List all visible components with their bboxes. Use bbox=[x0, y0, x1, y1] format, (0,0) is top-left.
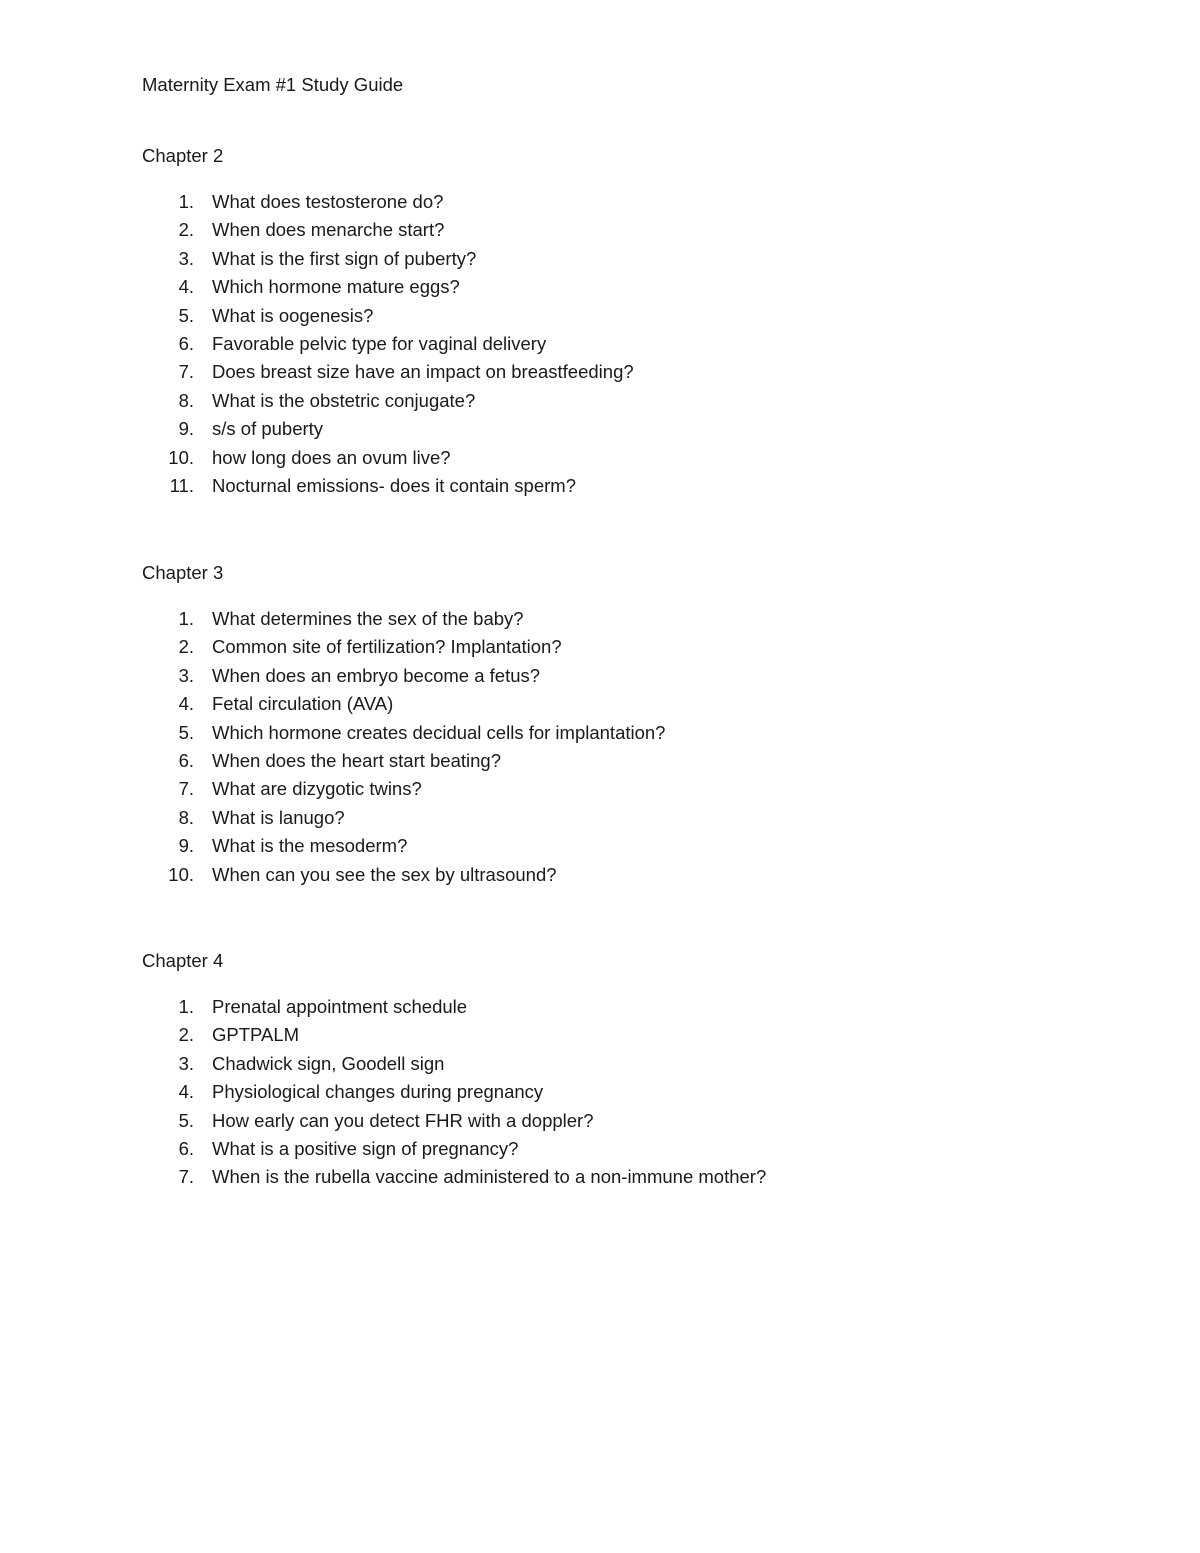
question-text: Which hormone mature eggs? bbox=[212, 276, 460, 298]
question-item bbox=[142, 216, 1042, 244]
question-number: 11. bbox=[169, 474, 194, 496]
question-text: s/s of puberty bbox=[212, 418, 324, 440]
chapter-heading: Chapter 3 bbox=[142, 562, 224, 583]
question-text: When can you see the sex by ultrasound? bbox=[212, 863, 557, 885]
document-title: Maternity Exam #1 Study Guide bbox=[142, 74, 404, 95]
chapter-section bbox=[142, 949, 1042, 1192]
question-number: 9. bbox=[178, 835, 194, 857]
question-item bbox=[142, 690, 1042, 718]
chapter-heading: Chapter 2 bbox=[142, 145, 224, 166]
question-number: 5. bbox=[178, 304, 194, 326]
question-text: how long does an ovum live? bbox=[212, 446, 451, 468]
question-text: Chadwick sign, Goodell sign bbox=[212, 1052, 445, 1074]
question-text: What is the mesoderm? bbox=[212, 835, 408, 857]
question-item bbox=[142, 1163, 1042, 1191]
question-text: What determines the sex of the baby? bbox=[212, 608, 524, 629]
question-number: 5. bbox=[178, 721, 194, 743]
question-number: 9. bbox=[178, 418, 194, 440]
question-text: What is the first sign of puberty? bbox=[212, 247, 477, 269]
question-number: 3. bbox=[178, 1052, 194, 1074]
question-number: 8. bbox=[178, 389, 194, 411]
question-number: 4. bbox=[178, 1081, 194, 1103]
question-number: 6. bbox=[178, 332, 194, 354]
question-number: 1. bbox=[178, 996, 194, 1017]
question-list bbox=[142, 605, 1042, 889]
question-text: What does testosterone do? bbox=[212, 191, 444, 212]
question-text: When does the heart start beating? bbox=[212, 749, 501, 771]
question-text: What are dizygotic twins? bbox=[212, 778, 422, 800]
question-item bbox=[142, 1078, 1042, 1106]
question-item bbox=[142, 633, 1042, 661]
question-item bbox=[142, 1021, 1042, 1049]
question-number: 4. bbox=[178, 693, 194, 715]
question-item bbox=[142, 330, 1042, 358]
chapter-section bbox=[142, 144, 1042, 500]
question-item bbox=[142, 804, 1042, 832]
question-text: How early can you detect FHR with a doppler? bbox=[212, 1109, 594, 1131]
question-number: 1. bbox=[178, 191, 194, 212]
question-item bbox=[142, 1050, 1042, 1078]
question-list bbox=[142, 188, 1042, 500]
question-number: 10. bbox=[168, 446, 194, 468]
question-text: When is the rubella vaccine administered to a non-immune mother? bbox=[212, 1166, 767, 1188]
chapter-section bbox=[142, 561, 1042, 889]
question-item bbox=[142, 444, 1042, 472]
chapter-heading: Chapter 4 bbox=[142, 950, 224, 971]
question-number: 4. bbox=[178, 276, 194, 298]
question-item bbox=[142, 1135, 1042, 1163]
question-text: Fetal circulation (AVA) bbox=[212, 693, 394, 715]
question-number: 2. bbox=[178, 219, 194, 241]
question-number: 6. bbox=[178, 749, 194, 771]
question-item bbox=[142, 358, 1042, 386]
question-number: 2. bbox=[178, 1024, 194, 1046]
question-text: Common site of fertilization? Implantation? bbox=[212, 636, 562, 658]
question-number: 7. bbox=[178, 361, 194, 383]
question-item bbox=[142, 775, 1042, 803]
question-item bbox=[142, 747, 1042, 775]
question-number: 1. bbox=[178, 608, 194, 629]
question-text: Prenatal appointment schedule bbox=[212, 996, 468, 1017]
question-text: Favorable pelvic type for vaginal delivery bbox=[212, 332, 547, 354]
question-item bbox=[142, 472, 1042, 500]
question-number: 8. bbox=[178, 806, 194, 828]
question-text: What is lanugo? bbox=[212, 806, 345, 828]
question-item bbox=[142, 832, 1042, 860]
question-item bbox=[142, 719, 1042, 747]
question-item bbox=[142, 993, 1042, 1021]
question-item bbox=[142, 273, 1042, 301]
question-item bbox=[142, 387, 1042, 415]
question-item bbox=[142, 415, 1042, 443]
question-text: When does an embryo become a fetus? bbox=[212, 664, 541, 686]
question-text: What is oogenesis? bbox=[212, 304, 374, 326]
question-number: 7. bbox=[178, 778, 194, 800]
question-item bbox=[142, 1107, 1042, 1135]
question-item bbox=[142, 245, 1042, 273]
question-text: What is a positive sign of pregnancy? bbox=[212, 1137, 519, 1159]
question-number: 7. bbox=[178, 1166, 194, 1188]
question-item bbox=[142, 605, 1042, 633]
question-text: GPTPALM bbox=[212, 1024, 300, 1046]
question-list bbox=[142, 993, 1042, 1192]
question-item bbox=[142, 861, 1042, 889]
question-number: 3. bbox=[178, 247, 194, 269]
question-number: 10. bbox=[168, 863, 194, 885]
question-number: 2. bbox=[178, 636, 194, 658]
question-text: Nocturnal emissions- does it contain sperm? bbox=[212, 474, 576, 496]
question-text: Does breast size have an impact on breastfeeding? bbox=[212, 361, 634, 383]
question-text: Which hormone creates decidual cells for implantation? bbox=[212, 721, 666, 743]
question-text: When does menarche start? bbox=[212, 219, 445, 241]
question-number: 3. bbox=[178, 664, 194, 686]
question-number: 5. bbox=[178, 1109, 194, 1131]
question-text: Physiological changes during pregnancy bbox=[212, 1081, 544, 1103]
question-item bbox=[142, 662, 1042, 690]
question-text: What is the obstetric conjugate? bbox=[212, 389, 476, 411]
question-item bbox=[142, 302, 1042, 330]
question-number: 6. bbox=[178, 1137, 194, 1159]
question-item bbox=[142, 188, 1042, 216]
